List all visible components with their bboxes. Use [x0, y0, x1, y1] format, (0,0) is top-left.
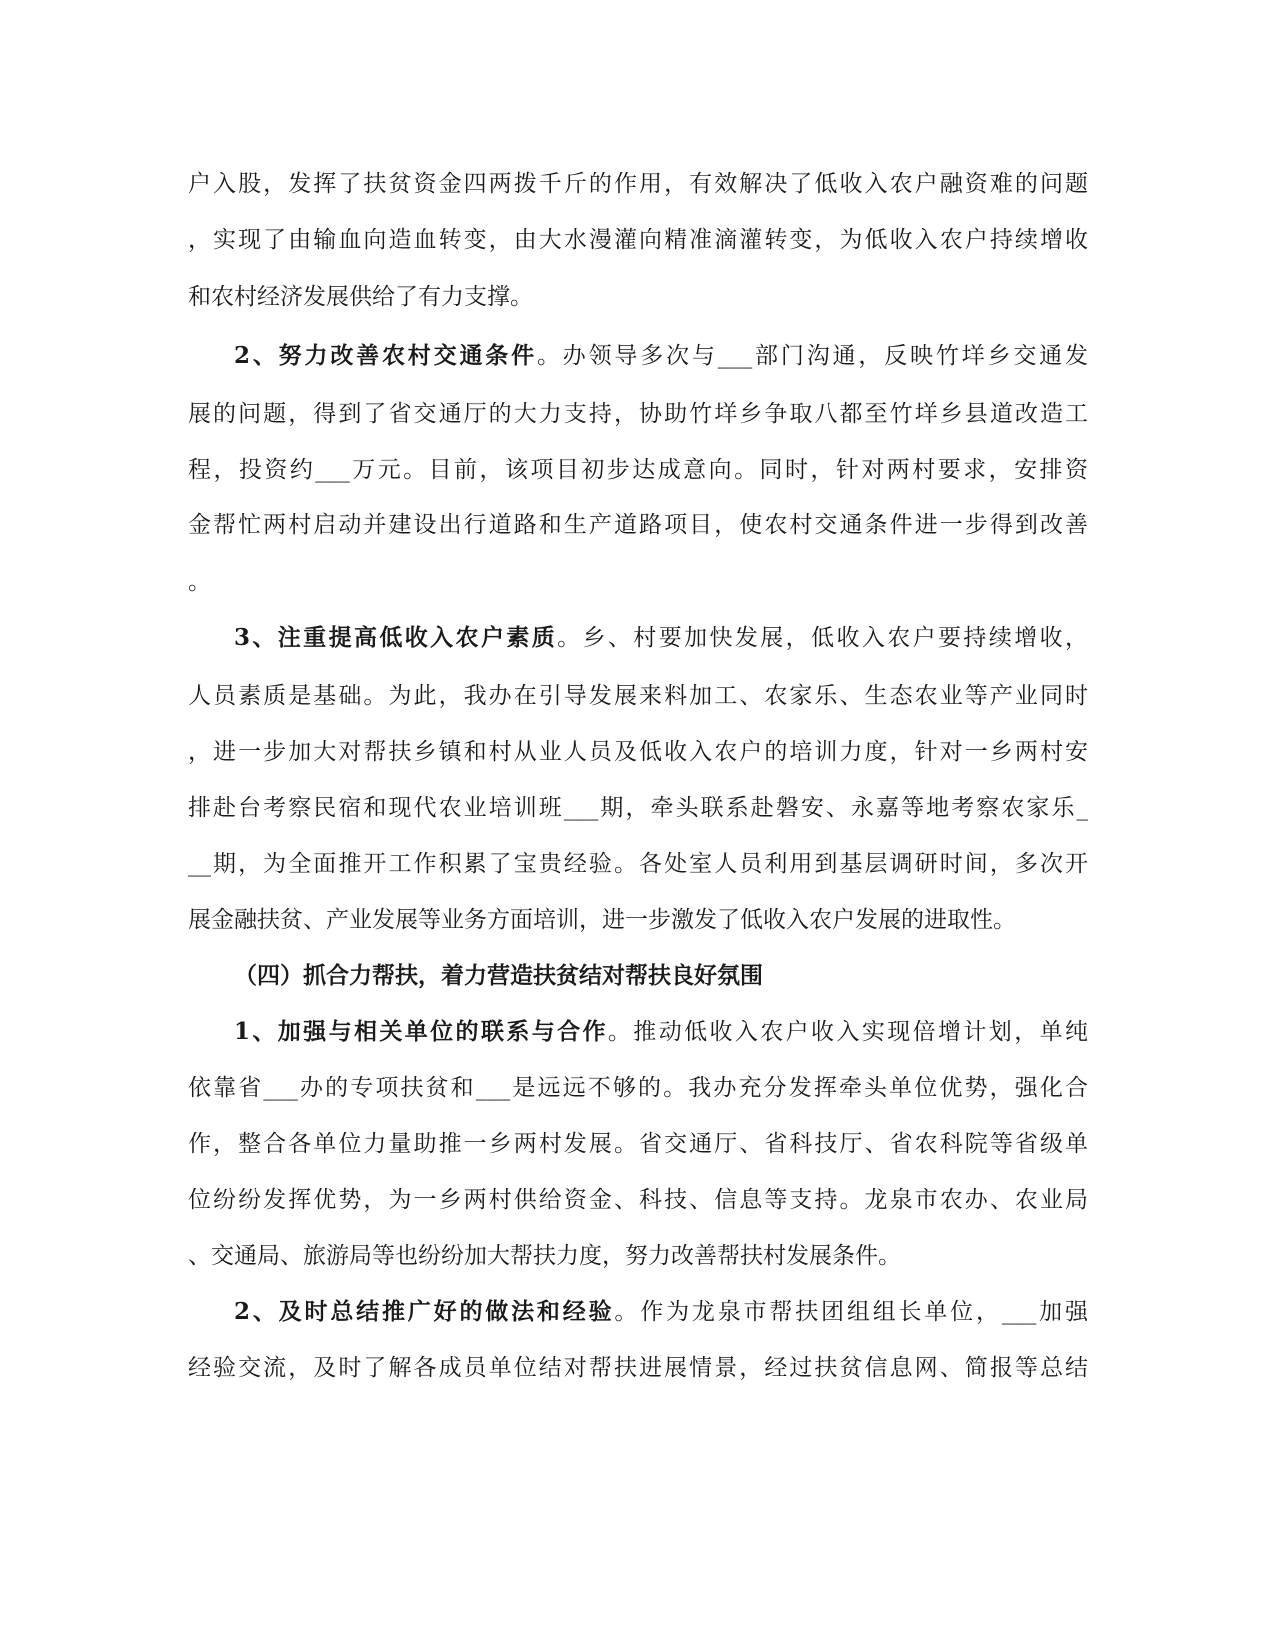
- paragraph-2-line-4: 金帮忙两村启动并建设出行道路和生产道路项目，使农村交通条件进一步得到改善: [188, 512, 1088, 538]
- paragraph-2-lead: 2、努力改善农村交通条件: [234, 342, 537, 369]
- paragraph-5-line-1: [188, 1296, 1088, 1328]
- paragraph-3-line-1: [188, 622, 1088, 654]
- paragraph-3-line-3: ，进一步加大对帮扶乡镇和村从业人员及低收入农户的培训力度，针对一乡两村安: [188, 739, 1088, 765]
- paragraph-5-line-1-text: 。作为龙泉市帮扶团组组长单位，___加强: [614, 1299, 1088, 1325]
- paragraph-1-line-3: 和农村经济发展供给了有力支撑。: [188, 284, 533, 310]
- paragraph-3-line-2: 人员素质是基础。为此，我办在引导发展来料加工、农家乐、生态农业等产业同时: [188, 683, 1088, 709]
- paragraph-2-line-2: 展的问题，得到了省交通厅的大力支持，协助竹垟乡争取八都至竹垟乡县道改造工: [188, 401, 1088, 427]
- paragraph-2-line-3: 程，投资约___万元。目前，该项目初步达成意向。同时，针对两村要求，安排资: [188, 457, 1088, 483]
- paragraph-4-line-2: 依靠省___办的专项扶贫和___是远远不够的。我办充分发挥牵头单位优势，强化合: [188, 1075, 1088, 1101]
- paragraph-3-lead: 3、注重提高低收入农户素质: [234, 624, 558, 651]
- paragraph-1-line-1: 户入股，发挥了扶贫资金四两拨千斤的作用，有效解决了低收入农户融资难的问题: [188, 171, 1088, 197]
- section-heading-4: [188, 960, 1088, 992]
- paragraph-1-line-2: ，实现了由输血向造血转变，由大水漫灌向精准滴灌转变，为低收入农户持续增收: [188, 227, 1088, 253]
- paragraph-2-line-1: [188, 340, 1088, 372]
- paragraph-2-line-1-text: 。办领导多次与___部门沟通，反映竹垟乡交通发: [536, 343, 1088, 369]
- paragraph-3-line-6: 展金融扶贫、产业发展等业务方面培训，进一步激发了低收入农户发展的进取性。: [188, 907, 1016, 933]
- paragraph-5-line-2: 经验交流，及时了解各成员单位结对帮扶进展情景，经过扶贫信息网、简报等总结: [188, 1355, 1088, 1381]
- paragraph-4-line-1: [188, 1016, 1088, 1048]
- paragraph-2-line-5: 。: [188, 569, 211, 595]
- paragraph-4-lead: 1、加强与相关单位的联系与合作: [234, 1018, 608, 1045]
- paragraph-4-line-5: 、交通局、旅游局等也纷纷加大帮扶力度，努力改善帮扶村发展条件。: [188, 1243, 901, 1269]
- section-heading-text: （四）抓合力帮扶，着力营造扶贫结对帮扶良好氛围: [234, 962, 763, 989]
- paragraph-4-line-3: 作，整合各单位力量助推一乡两村发展。省交通厅、省科技厅、省农科院等省级单: [188, 1131, 1088, 1157]
- paragraph-5-lead: 2、及时总结推广好的做法和经验: [234, 1298, 615, 1325]
- paragraph-4-line-1-text: 。推动低收入农户收入实现倍增计划，单纯: [607, 1019, 1088, 1045]
- paragraph-3-line-1-text: 。乡、村要加快发展，低收入农户要持续增收，: [557, 625, 1088, 651]
- paragraph-3-line-5: __期，为全面推开工作积累了宝贵经验。各处室人员利用到基层调研时间，多次开: [188, 851, 1088, 877]
- paragraph-4-line-4: 位纷纷发挥优势，为一乡两村供给资金、科技、信息等支持。龙泉市农办、农业局: [188, 1187, 1088, 1213]
- paragraph-3-line-4: 排赴台考察民宿和现代农业培训班___期，牵头联系赴磐安、永嘉等地考察农家乐_: [188, 795, 1088, 821]
